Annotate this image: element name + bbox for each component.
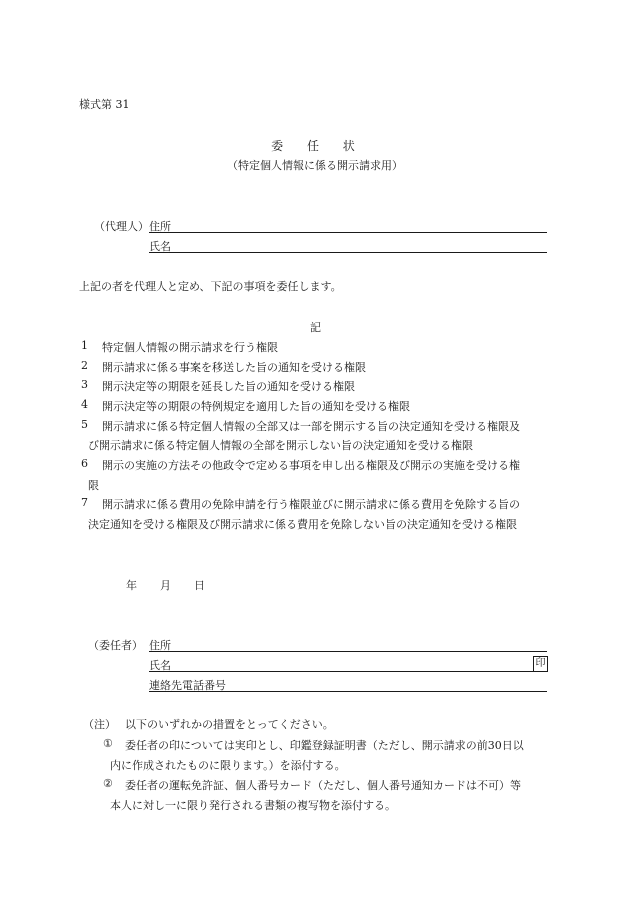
- item-text: 開示決定等の期限を延長した旨の通知を受ける権限: [102, 380, 355, 393]
- principal-role-label: （委任者）: [88, 639, 143, 652]
- item-number: 7: [81, 496, 88, 509]
- note-marker: ②: [103, 777, 113, 790]
- item-number: 2: [81, 359, 88, 372]
- item-text: 開示の実施の方法その他政令で定める事項を申し出る権限及び開示の実施を受ける権: [102, 459, 520, 472]
- agent-address-label: 住所: [149, 220, 171, 233]
- document-title: 委 任 状: [271, 139, 365, 153]
- agent-address-line[interactable]: [149, 232, 547, 233]
- note-text-continuation: 内に作成されたものに限ります。）を添付する。: [110, 759, 346, 772]
- note-text-continuation: 本人に対し一に限り発行される書類の複写物を添付する。: [110, 799, 396, 812]
- date-field[interactable]: 年 月 日: [126, 579, 211, 592]
- agent-name-label: 氏名: [149, 240, 171, 253]
- item-number: 1: [81, 339, 88, 352]
- ki-heading: 記: [310, 321, 321, 334]
- agent-role-label: （代理人）: [94, 220, 149, 233]
- principal-phone-label: 連絡先電話番号: [149, 679, 226, 692]
- item-text: 開示請求に係る特定個人情報の全部又は一部を開示する旨の決定通知を受ける権限及: [102, 420, 520, 433]
- item-text: 開示請求に係る事案を移送した旨の通知を受ける権限: [102, 361, 366, 374]
- item-number: 4: [81, 398, 88, 411]
- item-text: 特定個人情報の開示請求を行う権限: [102, 341, 278, 354]
- item-number: 6: [81, 457, 88, 470]
- item-text-continuation: 決定通知を受ける権限及び開示請求に係る費用を免除しない旨の決定通知を受ける権限: [88, 518, 517, 531]
- note-marker: ①: [103, 737, 113, 750]
- notes-label: （注）: [83, 718, 116, 731]
- principal-address-label: 住所: [149, 639, 171, 652]
- form-number: 様式第 31: [79, 98, 130, 111]
- item-number: 5: [81, 418, 88, 431]
- principal-name-line[interactable]: [149, 671, 547, 672]
- item-number: 3: [81, 378, 88, 391]
- item-text: 開示請求に係る費用の免除申請を行う権限並びに開示請求に係る費用を免除する旨の: [102, 498, 520, 511]
- principal-address-line[interactable]: [149, 651, 547, 652]
- note-text: 委任者の印については実印とし、印鑑登録証明書（ただし、開示請求の前30日以: [125, 739, 524, 752]
- principal-name-label: 氏名: [149, 659, 171, 672]
- delegation-statement: 上記の者を代理人と定め、下記の事項を委任します。: [79, 280, 342, 293]
- agent-name-line[interactable]: [149, 252, 547, 253]
- item-text-continuation: 限: [88, 479, 99, 492]
- seal-box: 印: [533, 656, 548, 672]
- principal-phone-line[interactable]: [149, 691, 547, 692]
- item-text: 開示決定等の期限の特例規定を適用した旨の通知を受ける権限: [102, 400, 410, 413]
- notes-intro: 以下のいずれかの措置をとってください。: [125, 718, 334, 731]
- item-text-continuation: び開示請求に係る特定個人情報の全部を開示しない旨の決定通知を受ける権限: [88, 439, 473, 452]
- note-text: 委任者の運転免許証、個人番号カード（ただし、個人番号通知カードは不可）等: [125, 779, 521, 792]
- document-subtitle: （特定個人情報に係る開示請求用）: [227, 159, 403, 172]
